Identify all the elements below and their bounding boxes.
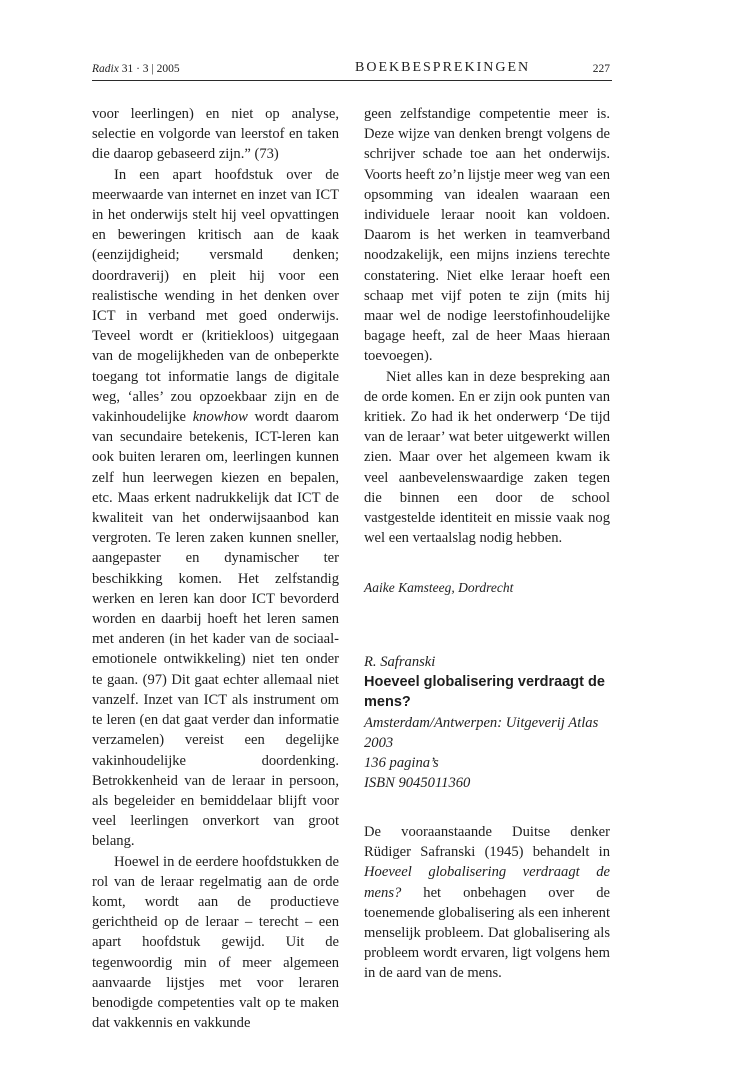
paragraph-text: wordt daarom van secundaire betekenis, ICT-leren kan ook buiten leraren om, leerlingen kunnen zelf hun leerwegen kiezen en bepalen, etc. Maas erkent nadrukkelijk dat ICT de kwaliteit van het onderwijsaanbod kan vergroten. Te leren zaken kunnen sneller, aangepaster en dynamischer ter beschikking komen. Het zelfstandig werken en leren kan door ICT bevorderd worden en daarbij hoeft het leren samen met anderen (in het kader van de sociaal-emotionele ontwikkeling) niet ten onder te gaan. (97) Dit gaat echter allemaal niet vanzelf. Inzet van ICT als instrument om te leren (en dat gaat verder dan informatie verzamelen) vereist een degelijke vakinhoudelijke doordenking. Betrokkenheid van de leraar in persoon, als begeleider en bemiddelaar blijft voor veel leerlingen onverkort van groot belang. xyxy=(92,409,339,850)
book-details xyxy=(364,652,614,793)
paragraph: Niet alles kan in deze bespreking aan de orde komen. En er zijn ook punten van kritiek. Zo had ik het onderwerp ‘De tijd van de leraar’ wat beter uitgewerkt willen zien. Maar over het algemeen kwam ik veel aanbevelenswaardige zaken tegen die binnen een door de school vastgestelde identiteit en missie vaak nog wel een vertaalslag nodig hebben. xyxy=(364,368,610,547)
reviewer-signature: Aaike Kamsteeg, Dordrecht xyxy=(364,580,514,595)
running-header xyxy=(92,60,612,80)
paragraph: geen zelfstandige competentie meer is. Deze wijze van denken brengt volgens de schrijver schade toe aan het onderwijs. Voorts heeft zo’n lijstje meer weg van een opsomming van idealen waaraan een individuele leraar nooit kan voldoen. Daarom is het werken in teamverband noodzakelijk, een mijns inziens terechte constatering. Niet elke leraar hoeft een schaap met vijf poten te zijn (mits hij maar wel de nodige leerstofinhoudelijke bagage heeft, zal de heer Maas hieraan toevoegen). xyxy=(364,106,610,365)
book-publisher: Amsterdam/Antwerpen: Uitgeverij Atlas xyxy=(364,714,599,731)
page-number: 227 xyxy=(592,63,610,75)
book-author: R. Safranski xyxy=(364,654,436,670)
paragraph: voor leerlingen) en niet op analyse, selectie en volgorde van leerstof en taken die daarop gebaseerd zijn.” (73) xyxy=(92,106,339,163)
right-column xyxy=(364,104,610,548)
paragraph-text: De vooraanstaande Duitse denker Rüdiger Safranski (1945) behandelt in xyxy=(364,824,610,861)
journal-name: Radix xyxy=(92,63,119,75)
header-rule xyxy=(92,80,612,81)
paragraph: Hoewel in de eerdere hoofdstukken de rol van de leraar regelmatig aan de orde komt, wordt aan de productieve gerichtheid op de leraar – terecht – een apart hoofdstuk gewijd. Uit de tegenwoordig min of meer algemeen aanvaarde lijstjes met voor leraren benodigde competenties valt op te maken dat vakkennis en vakkunde xyxy=(92,853,339,1032)
book-year: 2003 xyxy=(364,734,394,751)
book-pages: 136 pagina’s xyxy=(364,755,439,772)
section-title: BOEKBESPREKINGEN xyxy=(355,60,531,75)
paragraph-text: In een apart hoofdstuk over de meerwaarde van internet en inzet van ICT in het onderwijs stelt hij veel opvattingen en beweringen kritisch aan de kaak (eenzijdigheid; versmald denken; doordraverij) en pleit hij voor een realistische wending in het denken over ICT in verband met goed onderwijs. Teveel wordt er (kritiekloos) uitgegaan van de mogelijkheden van de onbeperkte toegang tot informatie langs de digitale weg, ‘alles’ zou opzoekbaar zijn en de vakinhoudelijke xyxy=(92,166,339,426)
paragraph-text: het onbehagen over de toenemende globalisering als een inherent menselijk probleem. Dat globalisering als probleem wordt ervaren, ligt volgens hem in de aard van de mens. xyxy=(364,884,610,982)
emphasis-text: Hoeveel globalisering verdraagt de mens? xyxy=(364,864,610,901)
journal-issue: 31 · 3 | 2005 xyxy=(121,63,180,75)
paragraph xyxy=(92,165,339,852)
emphasis-text: knowhow xyxy=(192,409,248,426)
journal-reference xyxy=(92,63,180,75)
paragraph xyxy=(364,822,610,984)
book-title: Hoeveel globalisering verdraagt de mens? xyxy=(364,674,605,711)
left-column xyxy=(92,104,339,1033)
review-text xyxy=(364,822,610,984)
book-isbn: ISBN 9045011360 xyxy=(364,775,471,792)
